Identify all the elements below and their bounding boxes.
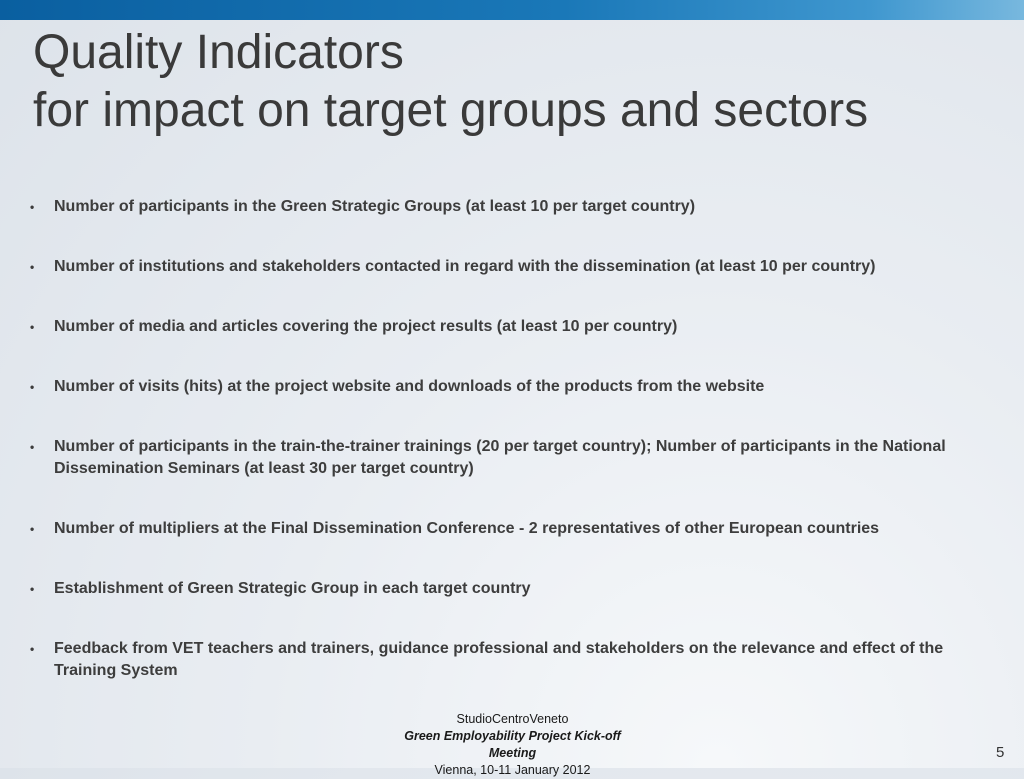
list-item: • Number of media and articles covering the project results (at least 10 per country) [28,316,998,338]
list-item: • Establishment of Green Strategic Group in each target country [28,578,998,600]
list-item: • Number of visits (hits) at the project website and downloads of the products from the website [28,376,998,398]
page-number: 5 [996,744,1005,761]
slide-title-line-2: for impact on target groups and sectors [33,84,869,137]
list-item: • Number of institutions and stakeholders contacted in regard with the dissemination (at least 10 per country) [28,256,998,278]
footer-organization: StudioCentroVeneto [456,712,569,726]
list-item: • Number of participants in the train-the-trainer trainings (20 per target country); Number of participants in the National Dissemination Seminars (at least 30 per target country) [28,436,998,480]
footer-dates: Vienna, 10-11 January 2012 [434,763,591,777]
list-item: • Number of participants in the Green Strategic Groups (at least 10 per target country) [28,196,998,218]
slide-footer [380,711,645,779]
list-item: • Feedback from VET teachers and trainers, guidance professional and stakeholders on the relevance and effect of the Training System [28,638,998,682]
footer-meeting-title: Green Employability Project Kick-off Meeting [404,729,621,760]
slide-title [33,24,868,140]
slide-title-line-1: Quality Indicators [33,26,404,79]
list-item: • Number of multipliers at the Final Dissemination Conference - 2 representatives of other European countries [28,518,998,540]
top-accent-bar [0,0,1024,20]
indicator-list [28,196,998,720]
